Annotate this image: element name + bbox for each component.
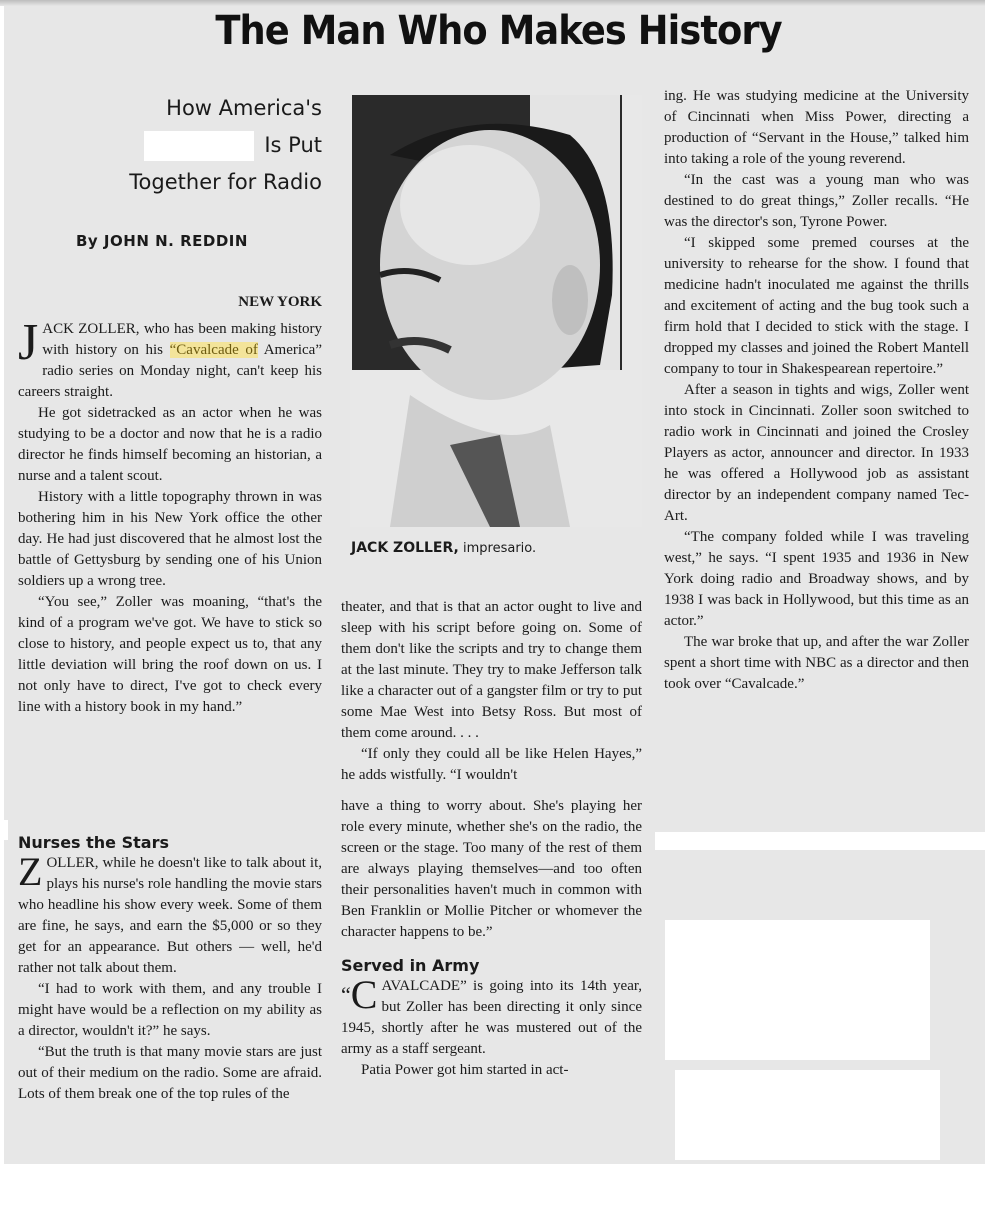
paragraph: The war broke that up, and after the war Zoller spent a short time with NBC as a director and then took over “Cavalcade.”	[664, 634, 969, 692]
paragraph: “If only they could all be like Helen Hayes,” he adds wistfully. “I wouldn't	[341, 746, 642, 783]
column-1-lower	[18, 832, 322, 1105]
spacer	[341, 786, 642, 796]
drop-cap: Z	[18, 849, 43, 894]
subhead-served-in-army: Served in Army	[341, 956, 480, 975]
paragraph: He got sidetracked as an actor when he was studying to be a doctor and now that he is a radio director he finds himself becoming an historian, a nurse and a talent scout.	[18, 405, 322, 484]
paragraph: ZOLLER, while he doesn't like to talk about it, plays his nurse's role handling the movie stars who headline his show every week. Some of them are fine, he says, and earn the $5,000 or so they get for an appearance. But others — well, he'd rather not talk about them.	[18, 849, 323, 976]
highlighted-text[interactable]: “Cavalcade of	[169, 342, 258, 358]
paragraph: “I skipped some premed courses at the university to rehearse for the show. I found that medicine hadn't inoculated me against the thrills and excitement of acting and the bug took such a firm hold that I decided to stick with the stage. I dropped my classes and joined the Robert Mantell company to tour in Shakespearean repertoire.”	[664, 235, 969, 377]
paragraph: “C AVALCADE” is going into its 14th year, but Zoller has been directing it only since 1945, shortly after he was mustered out of the army as a staff sergeant.	[341, 972, 642, 1057]
headline: The Man Who Makes History	[215, 8, 782, 54]
drop-cap: J	[18, 314, 39, 371]
erased-region	[675, 1070, 940, 1160]
byline: By JOHN N. REDDIN	[76, 232, 248, 250]
paragraph: have a thing to worry about. She's playing her role every minute, whether she's on the radio, the screen or the stage. Too many of the rest of them are always playing themselves—and too often their personalities haven't much in common with Ben Franklin or Mollie Pitcher or whomever the character happens to be.”	[341, 798, 642, 940]
erased-region	[0, 1164, 997, 1231]
erased-region	[665, 920, 930, 1060]
paragraph: Patia Power got him started in act-	[361, 1062, 569, 1078]
deck-line-3: Together for Radio	[129, 170, 322, 194]
redaction-box	[144, 131, 254, 161]
paragraph: theater, and that is that an actor ought to live and sleep with his script before going on. Some of them don't like the scripts and try to change them at the last minute. They try to make Jefferson talk like a character out of a gangster film or try to put some Mae West into Betsy Ross. But most of them come around. . . .	[341, 599, 642, 741]
erased-region	[0, 820, 8, 840]
deck-subtitle	[100, 90, 322, 201]
portrait-photo	[350, 95, 642, 527]
photo-caption	[351, 540, 536, 556]
paragraph: ing. He was studying medicine at the University of Cincinnati when Miss Power, directing a production of “Servant in the House,” talked him into taking a role of the young reverend.	[664, 88, 969, 167]
dateline: NEW YORK	[238, 294, 322, 310]
paragraph: After a season in tights and wigs, Zoller went into stock in Cincinnati. Zoller soon switched to radio work in Cincinnati and joined the Crosley Players as actor, announcer and director. In 1933 he was offered a Hollywood job as assistant director by an independent company named Tec-Art.	[664, 382, 969, 524]
paragraph: “The company folded while I was traveling west,” he says. “I spent 1935 and 1936 in New York doing radio and Broadway shows, and by 1938 I was back in Hollywood, but this time as an actor.”	[664, 529, 969, 629]
portrait-image	[350, 95, 642, 527]
erased-region	[985, 0, 997, 1231]
page-top-shadow	[0, 0, 997, 6]
lead-paragraph: JACK ZOLLER, who has been making history with history on his “Cavalcade of America” radio series on Monday night, can't keep his careers straight.	[18, 314, 322, 400]
drop-cap: “C	[341, 972, 378, 1017]
column-1	[18, 314, 322, 718]
caption-description: impresario.	[458, 541, 537, 556]
deck-line-2: Is Put	[100, 127, 322, 164]
paragraph: “But the truth is that many movie stars are just out of their medium on the radio. Some are afraid. Lots of them break one of the top rules of the	[18, 1044, 322, 1102]
erased-region	[655, 832, 985, 850]
paragraph: “In the cast was a young man who was destined to do great things,” Zoller recalls. “He was the director's son, Tyrone Power.	[664, 172, 969, 230]
column-3	[664, 86, 969, 695]
column-2	[341, 597, 642, 1081]
subhead-nurses-the-stars: Nurses the Stars	[18, 833, 169, 852]
deck-line-1: How America's	[166, 96, 322, 120]
paragraph: “You see,” Zoller was moaning, “that's the kind of a program we've got. We have to stick so close to history, and people expect us to, that any little deviation will bring the roof down on us. I not only have to direct, I've got to check every line with a history book in my hand.”	[18, 594, 322, 715]
spacer	[341, 943, 642, 955]
caption-name: JACK ZOLLER,	[351, 540, 459, 556]
paragraph: History with a little topography thrown in was bothering him in his New York office the other day. He had just discovered that he almost lost the battle of Gettysburg by sending one of his Union soldiers up a wrong tree.	[18, 489, 322, 589]
paragraph: “I had to work with them, and any trouble I might have would be a reflection on my ability as a director, wouldn't it?” he says.	[18, 981, 322, 1039]
